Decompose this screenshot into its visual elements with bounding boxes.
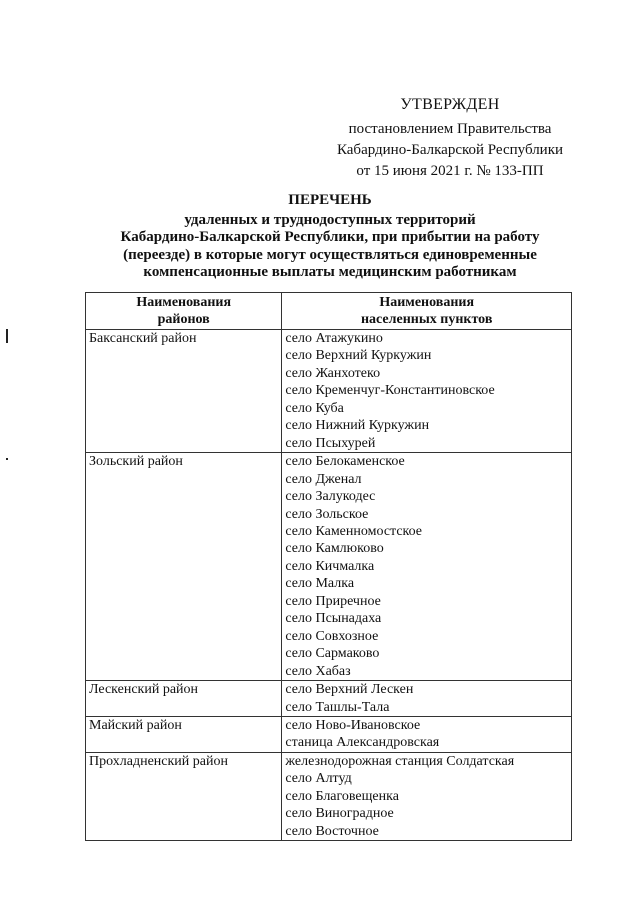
approval-stamp xyxy=(330,94,570,182)
district-cell: Прохладненский район xyxy=(86,752,282,840)
locality-item: село Благовещенка xyxy=(285,788,399,804)
district-cell: Баксанский район xyxy=(86,330,282,453)
locality-item: село Нижний Куркужин xyxy=(285,418,430,434)
locality-item: село Камлюково xyxy=(285,541,384,557)
locality-item: село Атажукино xyxy=(285,331,383,346)
approval-line: постановлением Правительства xyxy=(348,121,552,137)
locality-item: село Куба xyxy=(285,400,344,416)
locality-item: село Ново-Ивановское xyxy=(285,717,421,733)
table-body xyxy=(86,330,572,841)
title-line: удаленных и труднодоступных территорий xyxy=(184,211,476,228)
header-localities: Наименования населенных пунктов xyxy=(282,293,572,330)
locality-item: село Псынадаха xyxy=(285,611,382,627)
locality-item: село Зольское xyxy=(285,506,369,522)
locality-item: село Алтуд xyxy=(285,771,352,787)
table-row xyxy=(86,752,572,840)
district-cell: Лескенский район xyxy=(86,681,282,717)
locality-item: село Приречное xyxy=(285,593,381,609)
localities-cell xyxy=(282,453,572,681)
scan-mark xyxy=(6,329,8,343)
title-heading: ПЕРЕЧЕНЬ xyxy=(288,192,372,208)
table-row xyxy=(86,453,572,681)
table-row xyxy=(86,681,572,717)
locality-item: село Хабаз xyxy=(285,663,351,679)
locality-item: село Залукодес xyxy=(285,489,376,505)
district-cell: Майский район xyxy=(86,716,282,752)
district-cell: Зольский район xyxy=(86,453,282,681)
localities-cell xyxy=(282,681,572,717)
localities-cell xyxy=(282,330,572,453)
title-line: компенсационные выплаты медицинским работникам xyxy=(143,264,517,281)
localities-cell xyxy=(282,716,572,752)
scan-mark xyxy=(6,458,8,460)
approval-heading: УТВЕРЖДЕН xyxy=(400,96,500,113)
approval-line: Кабардино-Балкарской Республики xyxy=(336,142,564,158)
locality-item: село Кременчуг-Константиновское xyxy=(285,383,495,399)
locality-item: село Дженал xyxy=(285,471,362,487)
document-title xyxy=(90,192,570,282)
locality-item: село Жанхотеко xyxy=(285,365,381,381)
localities-cell xyxy=(282,752,572,840)
locality-item: железнодорожная станция Солдатская xyxy=(285,753,515,769)
locality-item: село Верхний Лескен xyxy=(285,682,414,698)
locality-item: село Кичмалка xyxy=(285,558,375,574)
locality-item: село Малка xyxy=(285,576,355,592)
header-districts: Наименования районов xyxy=(86,293,282,330)
locality-item: село Белокаменское xyxy=(285,454,405,470)
locality-item: село Виноградное xyxy=(285,806,394,822)
title-line: (переезде) в которые могут осуществляться единовременные xyxy=(123,246,537,263)
locality-item: село Ташлы-Тала xyxy=(285,699,390,715)
title-line: Кабардино-Балкарской Республики, при прибытии на работу xyxy=(120,229,540,246)
table-row xyxy=(86,330,572,453)
locality-item: село Совхозное xyxy=(285,628,379,644)
table-row xyxy=(86,716,572,752)
locality-item: село Восточное xyxy=(285,823,379,839)
locality-item: село Сармаково xyxy=(285,646,380,662)
table-header-row xyxy=(86,293,572,330)
locality-item: село Каменномостское xyxy=(285,523,423,539)
locality-item: станица Александровская xyxy=(285,735,440,751)
locality-item: село Верхний Куркужин xyxy=(285,348,432,364)
territories-table xyxy=(85,292,572,841)
locality-item: село Псыхурей xyxy=(285,435,376,451)
approval-line: от 15 июня 2021 г. № 133-ПП xyxy=(356,163,544,179)
